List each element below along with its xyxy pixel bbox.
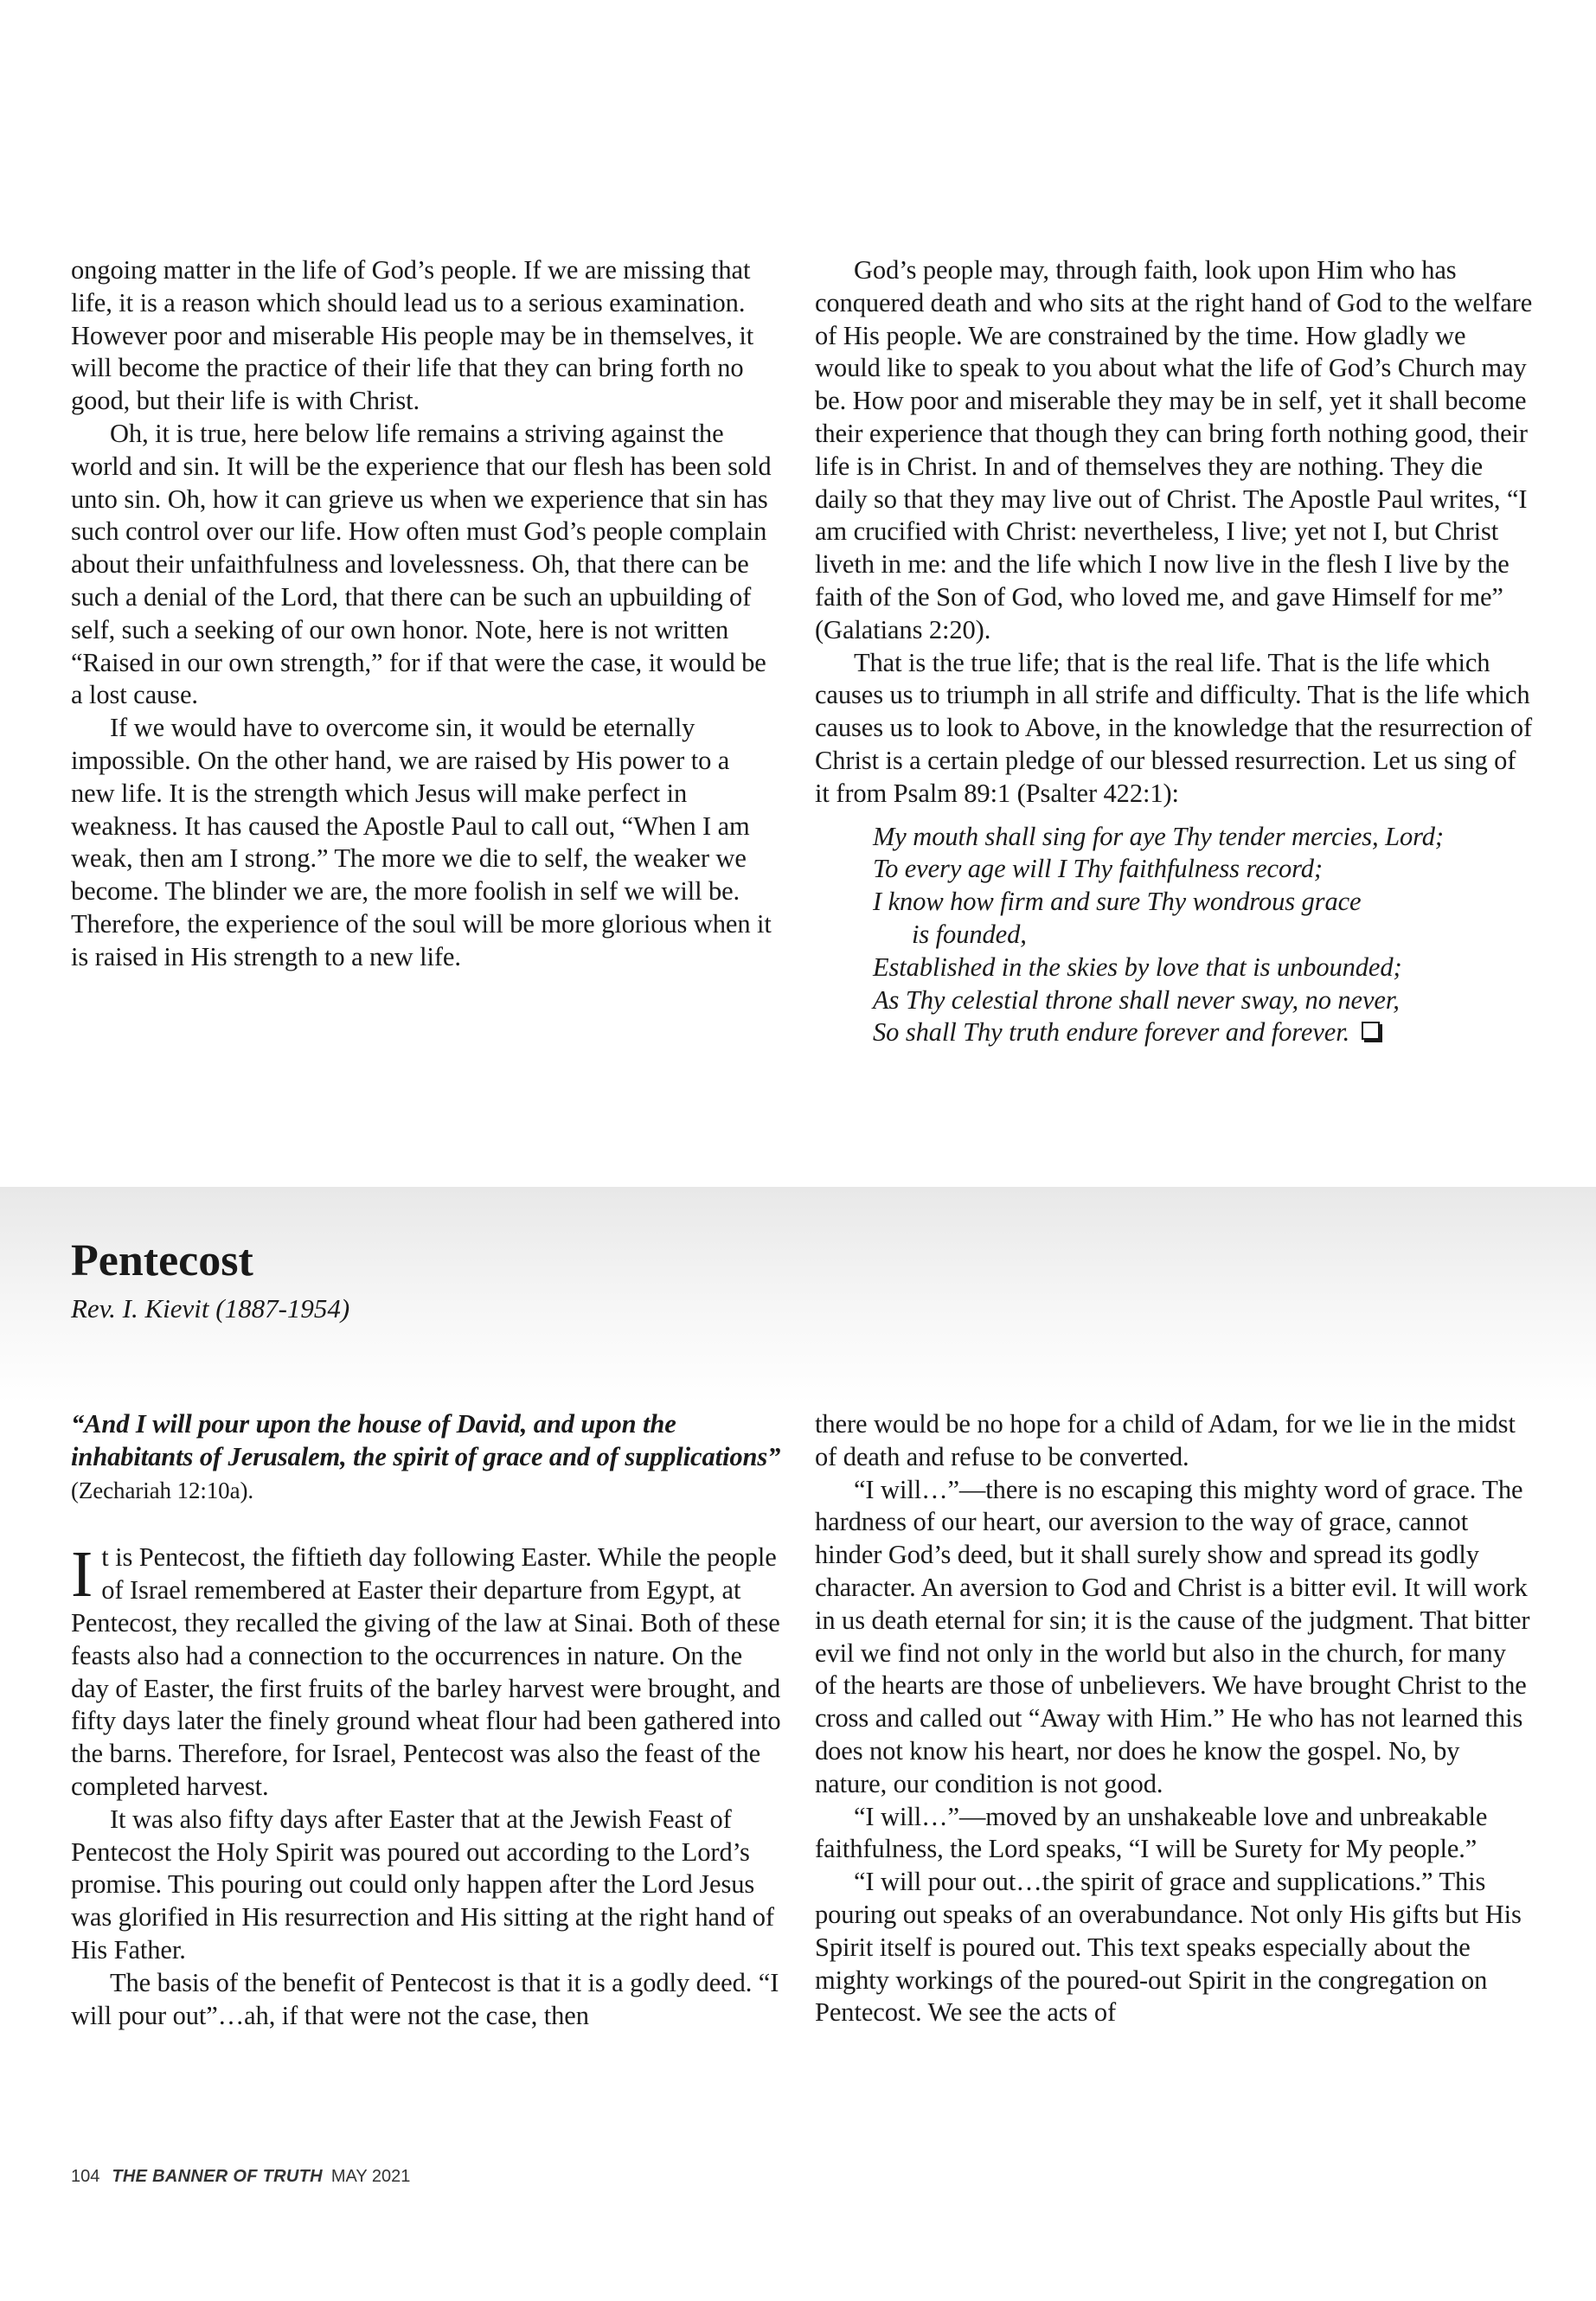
paragraph: ongoing matter in the life of God’s people. If we are missing that life, it is a reason which should lead us to a serious examination. However poor and miserable His people may be in themselves, it will become the practice of their life that they can bring forth no good, but their life is with Christ. xyxy=(71,255,754,416)
poem-line-last xyxy=(873,1016,1533,1049)
bottom-right-column xyxy=(815,1408,1533,2029)
paragraph: there would be no hope for a child of Adam, for we lie in the midst of death and refuse to be converted. xyxy=(815,1409,1516,1471)
paragraph-first xyxy=(71,1538,785,1803)
poem-line: So shall Thy truth endure forever and forever. xyxy=(873,1017,1350,1048)
paragraph: It was also fifty days after Easter that at the Jewish Feast of Pentecost the Holy Spirit was poured out according to the Lord’s promise. This pouring out could only happen after the Lord Jesus was glorified in His resurrection and His sitting at the right hand of His Father. xyxy=(71,1804,774,1965)
poem-line: Established in the skies by love that is unbounded; xyxy=(873,952,1402,982)
drop-cap: I xyxy=(71,1538,93,1612)
poem-line: As Thy celestial throne shall never sway, no never, xyxy=(873,984,1400,1015)
article-author: Rev. I. Kievit (1887-1954) xyxy=(71,1293,350,1324)
page-number: 104 xyxy=(71,2167,100,2186)
issue-date: MAY 2021 xyxy=(330,2167,411,2186)
paragraph: “I will pour out…the spirit of grace and supplications.” This pouring out speaks of an overabundance. Not only His gifts but His Spirit itself is poured out. This text speaks especially about the mighty workings of the poured-out Spirit in the congregation on Pentecost. We see the acts of xyxy=(815,1867,1522,2028)
epigraph-quote: “And I will pour upon the house of David, and upon the inhabitants of Jerusalem, the spirit of grace and of supplications” xyxy=(71,1409,781,1471)
paragraph: “I will…”—there is no escaping this mighty word of grace. The hardness of our heart, our aversion to the way of grace, cannot hinder God’s deed, but it shall surely show and spread its godly character. An aversion to God and Christ is a bitter evil. It will work in us death eternal for sin; it is the cause of the judgment. That bitter evil we find not only in the world but also in the church, for many of the hearts are those of unbelievers. We have brought Christ to the cross and called out “Away with Him.” He who has not learned this does not know his heart, nor does he know the gospel. No, by nature, our condition is not good. xyxy=(815,1474,1530,1798)
top-right-column xyxy=(815,254,1533,1049)
poem-line: I know how firm and sure Thy wondrous grace xyxy=(873,887,1362,917)
paragraph: t is Pentecost, the fiftieth day following Easter. While the people of Israel remembered at Easter their departure from Egypt, at Pentecost, they recalled the giving of the law at Sinai. Both of these feasts also had a connection to the occurrences in nature. On the day of Easter, the first fruits of the barley harvest were brought, and fifty days later the finely ground wheat flour had been gathered into the barns. Therefore, for Israel, Pentecost was also the feast of the completed harvest. xyxy=(71,1542,781,1801)
poem-line: My mouth shall sing for aye Thy tender mercies, Lord; xyxy=(873,821,1444,851)
publication-name: THE BANNER OF TRUTH xyxy=(112,2167,323,2186)
epigraph-reference: (Zechariah 12:10a). xyxy=(71,1477,253,1503)
article-title: Pentecost xyxy=(71,1236,253,1285)
paragraph: If we would have to overcome sin, it would be eternally impossible. On the other hand, we are raised by His power to a new life. It is the strength which Jesus will make perfect in weakness. It has caused the Apostle Paul to call out, “When I am weak, then am I strong.” The more we die to self, the weaker we become. The blinder we are, the more foolish in self we will be. Therefore, the experience of the soul will be more glorious when it is raised in His strength to a new life. xyxy=(71,713,772,971)
paragraph: Oh, it is true, here below life remains a striving against the world and sin. It will be the experience that our flesh has been sold unto sin. Oh, how it can grieve us when we experience that sin has such control over our life. How often must God’s people complain about their unfaithfulness and lovelessness. Oh, that there can be such a denial of the Lord, that there can be such an upbuilding of self, such a seeking of our own honor. Note, here is not written “Raised in our own strength,” for if that were the case, it would be a lost cause. xyxy=(71,418,772,710)
paragraph: God’s people may, through faith, look upon Him who has conquered death and who sits at the right hand of God to the welfare of His people. We are constrained by the time. How gladly we would like to speak to you about what the life of God’s Church may be. How poor and miserable they may be in self, yet it shall become their experience that though they can bring forth nothing good, their life is in Christ. In and of themselves they are nothing. They die daily so that they may live out of Christ. The Apostle Paul writes, “I am crucified with Christ: nevertheless, I live; yet not I, but Christ liveth in me: and the life which I now live in the flesh I live by the faith of the Son of God, who loved me, and gave Himself for me” (Galatians 2:20). xyxy=(815,255,1533,644)
end-mark-icon xyxy=(1362,1022,1380,1040)
bottom-left-column xyxy=(71,1408,785,2032)
poem-line: is founded, xyxy=(912,919,1027,949)
paragraph: “I will…”—moved by an unshakeable love and unbreakable faithfulness, the Lord speaks, “I will be Surety for My people.” xyxy=(815,1801,1488,1864)
paragraph: That is the true life; that is the real life. That is the life which causes us to triumph in all strife and difficulty. That is the life which causes us to look to Above, in the knowledge that the resurrection of Christ is a certain pledge of our blessed resurrection. Let us sing of it from Psalm 89:1 (Psalter 422:1): xyxy=(815,647,1533,808)
top-left-column xyxy=(71,254,779,974)
paragraph: The basis of the benefit of Pentecost is that it is a godly deed. “I will pour out”…ah, if that were not the case, then xyxy=(71,1967,779,2030)
poem-line: To every age will I Thy faithfulness record; xyxy=(873,854,1323,884)
epigraph xyxy=(71,1408,785,1507)
page-footer xyxy=(71,2167,410,2187)
psalter-poem xyxy=(873,821,1533,1050)
